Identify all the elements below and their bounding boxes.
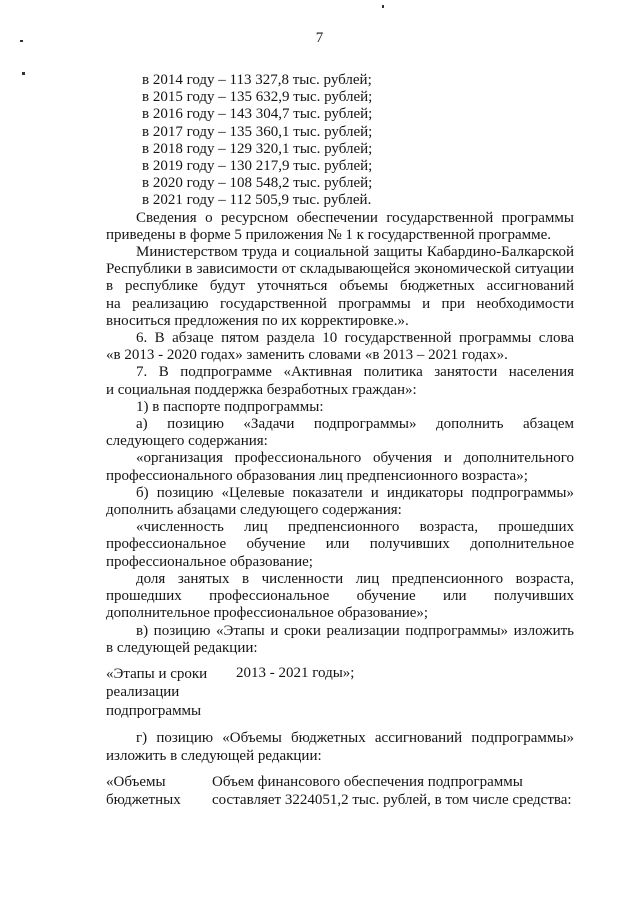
text-line: на реализацию государственной программы и при необходимости <box>106 295 574 312</box>
table-label-cell <box>106 665 212 721</box>
text-line: приведены в форме 5 приложения № 1 к государственной программе. <box>106 226 552 243</box>
scan-mark <box>382 5 384 8</box>
text-line: «численность лиц предпенсионного возраста, прошедших <box>136 519 574 536</box>
subitem-b <box>106 485 574 519</box>
text-line: в республике будут уточняться объемы бюджетных ассигнований <box>106 278 574 295</box>
document-body <box>106 72 574 810</box>
funding-line: в 2020 году – 108 548,2 тыс. рублей; <box>142 175 373 192</box>
paragraph-item-6 <box>106 330 574 364</box>
funding-by-year-list <box>106 72 574 210</box>
funding-line: в 2015 году – 135 632,9 тыс. рублей; <box>142 89 373 106</box>
spacer <box>106 765 574 773</box>
spacer <box>106 657 574 665</box>
subitem-1: 1) в паспорте подпрограммы: <box>136 398 324 415</box>
text-line: профессиональное образование; <box>106 553 313 570</box>
text-line: прошедших профессиональное обучение или получивших <box>106 588 574 605</box>
funding-line: в 2014 году – 113 327,8 тыс. рублей; <box>142 72 372 88</box>
text-line: г) позицию «Объемы бюджетных ассигнований подпрограммы» <box>136 730 574 747</box>
text-line: дополнительное профессиональное образование»; <box>106 605 429 622</box>
funding-line: в 2017 году – 135 360,1 тыс. рублей; <box>142 123 373 140</box>
table-volumes <box>106 773 574 810</box>
subitem-g <box>106 730 574 764</box>
text-line: составляет 3224051,2 тыс. рублей, в том числе средства: <box>212 792 572 809</box>
text-line: подпрограммы <box>106 702 202 719</box>
table-label-cell <box>106 773 212 810</box>
text-line: бюджетных <box>106 792 181 809</box>
text-line: а) позицию «Задачи подпрограммы» дополнить абзацем <box>136 416 574 433</box>
text-line: «Этапы и сроки <box>106 665 208 682</box>
funding-line: в 2018 году – 129 320,1 тыс. рублей; <box>142 140 373 157</box>
text-line: Министерством труда и социальной защиты Кабардино-Балкарской <box>136 244 574 261</box>
text-line: вноситься предложения по их корректировке.». <box>106 312 409 329</box>
funding-line: в 2019 году – 130 217,9 тыс. рублей; <box>142 158 373 175</box>
text-line: следующего содержания: <box>106 433 268 450</box>
quote-count <box>106 519 574 571</box>
text-line: Объем финансового обеспечения подпрограммы <box>212 773 523 790</box>
text-line: профессионального образования лиц предпенсионного возраста»; <box>106 467 528 484</box>
text-line: доля занятых в численности лиц предпенсионного возраста, <box>136 570 574 587</box>
paragraph-ministry <box>106 244 574 330</box>
page-number: 7 <box>315 30 324 46</box>
text-line: «в 2013 - 2020 годах» заменить словами «в 2013 – 2021 годах». <box>106 347 508 364</box>
quote-organization <box>106 450 574 484</box>
text-line: в) позицию «Этапы и сроки реализации подпрограммы» изложить <box>136 622 574 639</box>
text-line: в следующей редакции: <box>106 639 258 656</box>
text-line: «Объемы <box>106 773 166 790</box>
funding-line: в 2016 году – 143 304,7 тыс. рублей; <box>142 106 373 123</box>
text-line: Сведения о ресурсном обеспечении государственной программы <box>136 209 574 226</box>
text-line: 6. В абзаце пятом раздела 10 государственной программы слова <box>136 330 574 347</box>
table-value-cell <box>212 773 574 810</box>
text-line: 7. В подпрограмме «Активная политика занятости населения <box>136 364 574 381</box>
scan-mark <box>22 72 25 75</box>
table-value-cell: 2013 - 2021 годы»; <box>236 664 355 681</box>
paragraph-item-7 <box>106 364 574 398</box>
paragraph-resources <box>106 210 574 244</box>
table-stages <box>106 665 574 721</box>
subitem-a <box>106 416 574 450</box>
text-line: б) позицию «Целевые показатели и индикаторы подпрограммы» <box>136 484 574 501</box>
quote-share <box>106 571 574 623</box>
text-line: и социальная поддержка безработных граждан»: <box>106 381 417 398</box>
text-line: изложить в следующей редакции: <box>106 747 322 764</box>
spacer <box>106 720 574 730</box>
subitem-v <box>106 623 574 657</box>
text-line: «организация профессионального обучения и дополнительного <box>136 450 574 467</box>
text-line: профессиональное обучение или получивших дополнительное <box>106 536 574 553</box>
funding-line: в 2021 году – 112 505,9 тыс. рублей. <box>142 192 372 209</box>
text-line: реализации <box>106 684 180 701</box>
text-line: Республики в зависимости от складывающейся экономической ситуации <box>106 261 574 278</box>
text-line: дополнить абзацами следующего содержания: <box>106 502 402 519</box>
